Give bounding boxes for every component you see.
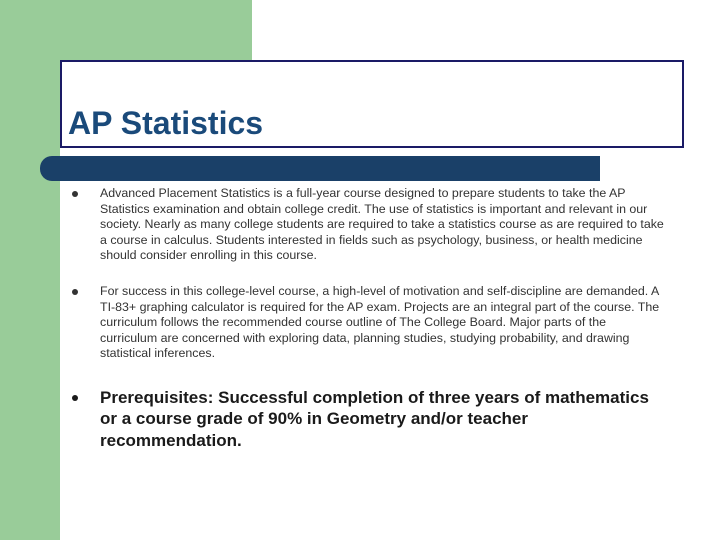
bullet-text: For success in this college-level course, a high-level of motivation and self-discipline are demanded. A TI-83+ graphing calculator is required for the AP exam. Projects are an integral part of the course. The curriculum follows the recommended course outline of The College Board. Major parts of the curriculum are concerned with exploring data, planning studies, studying probability, and drawing statistical inferences. xyxy=(100,283,660,361)
decorative-navy-bar xyxy=(40,156,600,181)
bullet-item-requirements xyxy=(60,284,664,362)
slide-title: AP Statistics xyxy=(68,105,264,141)
bullet-list xyxy=(60,186,664,451)
bullet-dot-icon xyxy=(72,289,78,295)
bullet-text: Prerequisites: Successful completion of three years of mathematics or a course grade of 90% in Geometry and/or teacher recommendation. xyxy=(100,387,649,450)
bullet-item-prerequisites xyxy=(60,387,664,452)
title-frame xyxy=(60,60,684,148)
decorative-green-top-block xyxy=(0,0,252,60)
bullet-text: Advanced Placement Statistics is a full-year course designed to prepare students to take the AP Statistics examination and obtain college credit. The use of statistics is important and relevant in our society. Nearly as many college students are required to take a statistics course as are required to take a course in calculus. Students interested in fields such as psychology, business, or health medicine should consider enrolling in this course. xyxy=(100,186,664,263)
bullet-item-course-description xyxy=(60,186,664,264)
decorative-green-sidebar xyxy=(0,0,60,540)
bullet-dot-icon xyxy=(72,191,78,197)
bullet-dot-icon xyxy=(72,395,78,401)
